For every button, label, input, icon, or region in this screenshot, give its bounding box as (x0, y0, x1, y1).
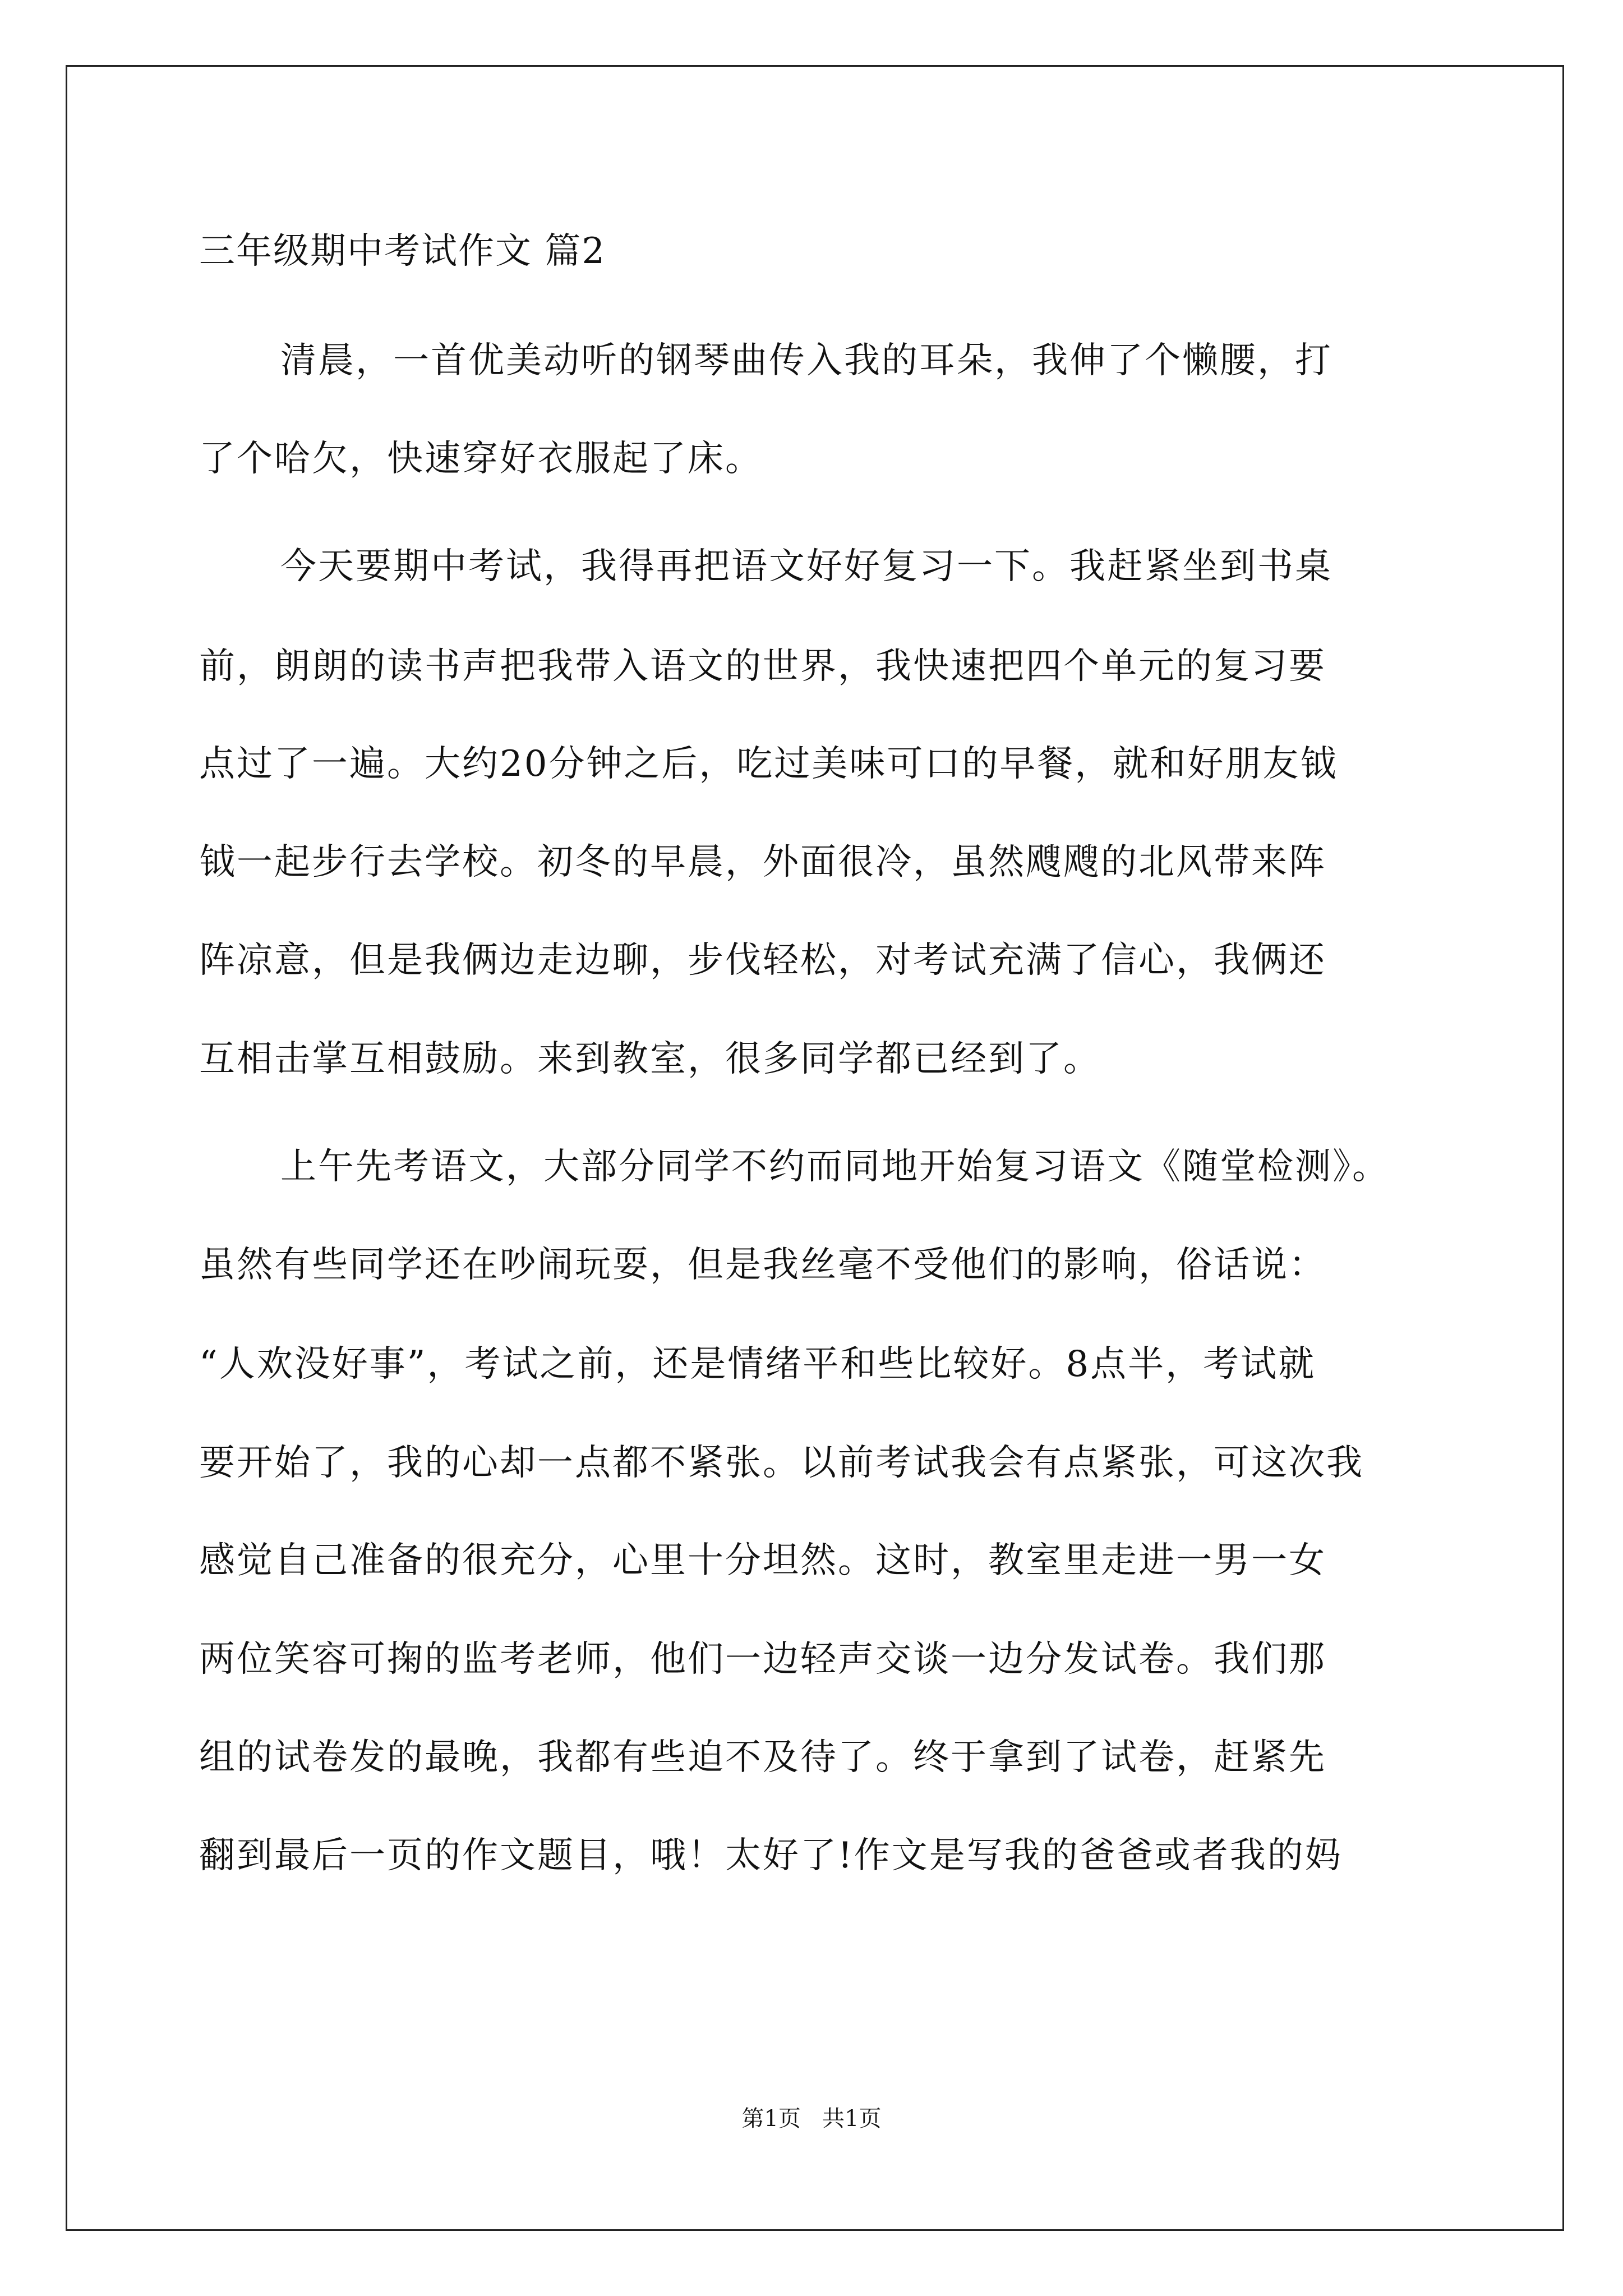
paragraph-2-line-2: 前，朗朗的读书声把我带入语文的世界，我快速把四个单元的复习要 (199, 646, 1326, 687)
paragraph-1-line-1: 清晨，一首优美动听的钢琴曲传入我的耳朵，我伸了个懒腰，打 (280, 340, 1332, 381)
paragraph-2-line-3: 点过了一遍。大约20分钟之后，吃过美味可口的早餐，就和好朋友钺 (199, 743, 1338, 785)
paragraph-3-line-5: 感觉自己准备的很充分，心里十分坦然。这时，教室里走进一男一女 (199, 1540, 1326, 1581)
paragraph-2-line-6: 互相击掌互相鼓励。来到教室，很多同学都已经到了。 (199, 1038, 1101, 1080)
paragraph-3-line-6: 两位笑容可掬的监考老师，他们一边轻声交谈一边分发试卷。我们那 (199, 1639, 1326, 1680)
page-number-footer: 第1页 共1页 (741, 2106, 882, 2132)
paragraph-3-line-3: “人欢没好事”，考试之前，还是情绪平和些比较好。8点半，考试就 (199, 1343, 1316, 1385)
paragraph-3-line-4: 要开始了，我的心却一点都不紧张。以前考试我会有点紧张，可这次我 (199, 1442, 1364, 1484)
paragraph-1-line-2: 了个哈欠，快速穿好衣服起了床。 (199, 438, 763, 480)
paragraph-2-line-4: 钺一起步行去学校。初冬的早晨，外面很冷，虽然飕飕的北风带来阵 (199, 841, 1326, 883)
document-title: 三年级期中考试作文 篇2 (199, 231, 606, 272)
paragraph-2-line-1: 今天要期中考试，我得再把语文好好复习一下。我赶紧坐到书桌 (280, 546, 1332, 587)
paragraph-3-line-1: 上午先考语文，大部分同学不约而同地开始复习语文《随堂检测》。 (280, 1146, 1390, 1188)
paragraph-2-line-5: 阵凉意，但是我俩边走边聊，步伐轻松，对考试充满了信心，我俩还 (199, 940, 1326, 981)
paragraph-3-line-8: 翻到最后一页的作文题目，哦！太好了!作文是写我的爸爸或者我的妈 (199, 1835, 1343, 1876)
paragraph-3-line-7: 组的试卷发的最晚，我都有些迫不及待了。终于拿到了试卷，赶紧先 (199, 1737, 1326, 1778)
paragraph-3-line-2: 虽然有些同学还在吵闹玩耍，但是我丝毫不受他们的影响，俗话说： (199, 1244, 1326, 1286)
